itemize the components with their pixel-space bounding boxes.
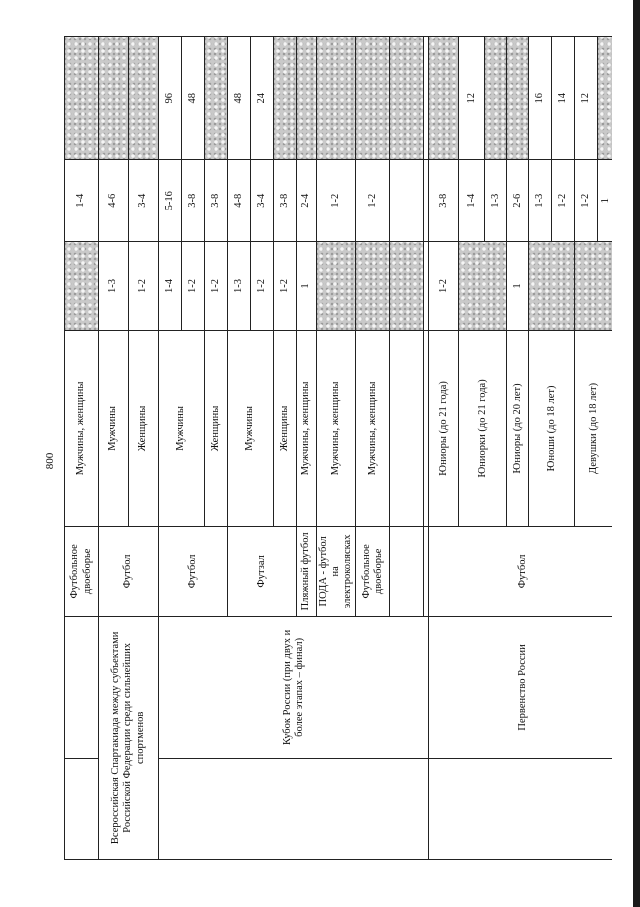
shaded-cell xyxy=(99,37,129,160)
competition-cell xyxy=(159,759,429,860)
discipline-cell: ПОДА - футбол на электроколясках xyxy=(317,527,356,617)
group-cell: Мужчины, женщины xyxy=(317,330,356,526)
places-cell: 1-2 xyxy=(552,160,575,242)
shaded-cell xyxy=(529,242,575,331)
ages-cell: 1 xyxy=(297,242,317,331)
places-cell: 5-16 xyxy=(159,160,182,242)
places-cell: 1-3 xyxy=(529,160,552,242)
shaded-cell xyxy=(317,37,356,160)
discipline-cell: Футзал xyxy=(228,527,297,617)
ages-cell: 1-2 xyxy=(274,242,297,331)
ages-cell: 1 xyxy=(507,242,529,331)
competition-cell: Первенство России xyxy=(429,616,612,758)
page-number: 800 xyxy=(44,452,56,470)
group-cell: Женщины xyxy=(129,330,159,526)
ages-cell: 1-3 xyxy=(99,242,129,331)
ages-cell: 1-4 xyxy=(159,242,182,331)
ranks-table xyxy=(64,36,612,860)
group-cell xyxy=(390,330,424,526)
page-edge-shadow xyxy=(633,0,640,907)
ages-cell: 1-2 xyxy=(205,242,228,331)
group-cell: Женщины xyxy=(274,330,297,526)
shaded-cell xyxy=(459,242,507,331)
group-cell: Юноши (до 18 лет) xyxy=(529,330,575,526)
group-cell: Девушки (до 18 лет) xyxy=(575,330,612,526)
places-cell: 1-4 xyxy=(65,160,99,242)
table-row xyxy=(65,37,99,860)
places-cell: 3-8 xyxy=(429,160,459,242)
competition-cell xyxy=(65,616,99,758)
discipline-cell: Футбол xyxy=(99,527,159,617)
competition-cell xyxy=(429,759,612,860)
competition-cell xyxy=(65,759,99,860)
group-cell: Мужчины, женщины xyxy=(356,330,390,526)
competition-cell: Всероссийская Спартакиада между субъектами Российской Федерации среди сильнейших спортменов xyxy=(99,616,159,859)
places-cell xyxy=(390,160,424,242)
count-cell: 48 xyxy=(228,37,251,160)
rotated-table-area xyxy=(64,36,612,860)
count-cell: 12 xyxy=(459,37,485,160)
ages-cell: 1-3 xyxy=(228,242,251,331)
shaded-cell xyxy=(429,37,459,160)
shaded-cell xyxy=(485,37,507,160)
discipline-cell: Футбольное двоеборье xyxy=(65,527,99,617)
shaded-cell xyxy=(356,242,390,331)
count-cell: 48 xyxy=(182,37,205,160)
shaded-cell xyxy=(65,242,99,331)
group-cell: Юниорки (до 21 года) xyxy=(459,330,507,526)
shaded-cell xyxy=(317,242,356,331)
competition-cell: Кубок России (при двух и более этапах – финал) xyxy=(159,616,429,758)
places-cell: 1-4 xyxy=(459,160,485,242)
table-row xyxy=(429,37,459,860)
places-cell: 3-8 xyxy=(205,160,228,242)
shaded-cell xyxy=(390,242,424,331)
count-cell: 14 xyxy=(552,37,575,160)
places-cell: 4-8 xyxy=(228,160,251,242)
ages-cell: 1-2 xyxy=(251,242,274,331)
ages-cell: 1-2 xyxy=(129,242,159,331)
shaded-cell xyxy=(390,37,424,160)
ages-cell: 1-2 xyxy=(429,242,459,331)
shaded-cell xyxy=(297,37,317,160)
places-cell: 1-2 xyxy=(575,160,598,242)
group-cell: Мужчины xyxy=(159,330,205,526)
shaded-cell xyxy=(507,37,529,160)
places-cell: 2-6 xyxy=(507,160,529,242)
table-row xyxy=(99,37,129,860)
places-cell: 1 xyxy=(598,160,612,242)
places-cell: 2-4 xyxy=(297,160,317,242)
discipline-cell: Футбольное двоеборье xyxy=(356,527,390,617)
places-cell: 4-6 xyxy=(99,160,129,242)
count-cell: 16 xyxy=(529,37,552,160)
places-cell: 1-3 xyxy=(485,160,507,242)
discipline-cell: Футбол xyxy=(429,527,612,617)
group-cell: Мужчины, женщины xyxy=(65,330,99,526)
shaded-cell xyxy=(598,37,612,160)
shaded-cell xyxy=(575,242,612,331)
discipline-cell xyxy=(390,527,424,617)
shaded-cell xyxy=(65,37,99,160)
ages-cell: 1-2 xyxy=(182,242,205,331)
places-cell: 3-4 xyxy=(129,160,159,242)
group-cell: Юниоры (до 20 лет) xyxy=(507,330,529,526)
group-cell: Юниоры (до 21 года) xyxy=(429,330,459,526)
shaded-cell xyxy=(274,37,297,160)
table-row xyxy=(159,37,182,860)
places-cell: 3-8 xyxy=(274,160,297,242)
shaded-cell xyxy=(129,37,159,160)
discipline-cell: Пляжный футбол xyxy=(297,527,317,617)
group-cell: Мужчины xyxy=(228,330,274,526)
places-cell: 3-4 xyxy=(251,160,274,242)
discipline-cell: Футбол xyxy=(159,527,228,617)
count-cell: 12 xyxy=(575,37,598,160)
shaded-cell xyxy=(205,37,228,160)
rotated-table-wrapper xyxy=(64,36,612,860)
group-cell: Женщины xyxy=(205,330,228,526)
count-cell: 96 xyxy=(159,37,182,160)
group-cell: Мужчины, женщины xyxy=(297,330,317,526)
places-cell: 1-2 xyxy=(356,160,390,242)
count-cell: 24 xyxy=(251,37,274,160)
places-cell: 3-8 xyxy=(182,160,205,242)
shaded-cell xyxy=(356,37,390,160)
places-cell: 1-2 xyxy=(317,160,356,242)
group-cell: Мужчины xyxy=(99,330,129,526)
